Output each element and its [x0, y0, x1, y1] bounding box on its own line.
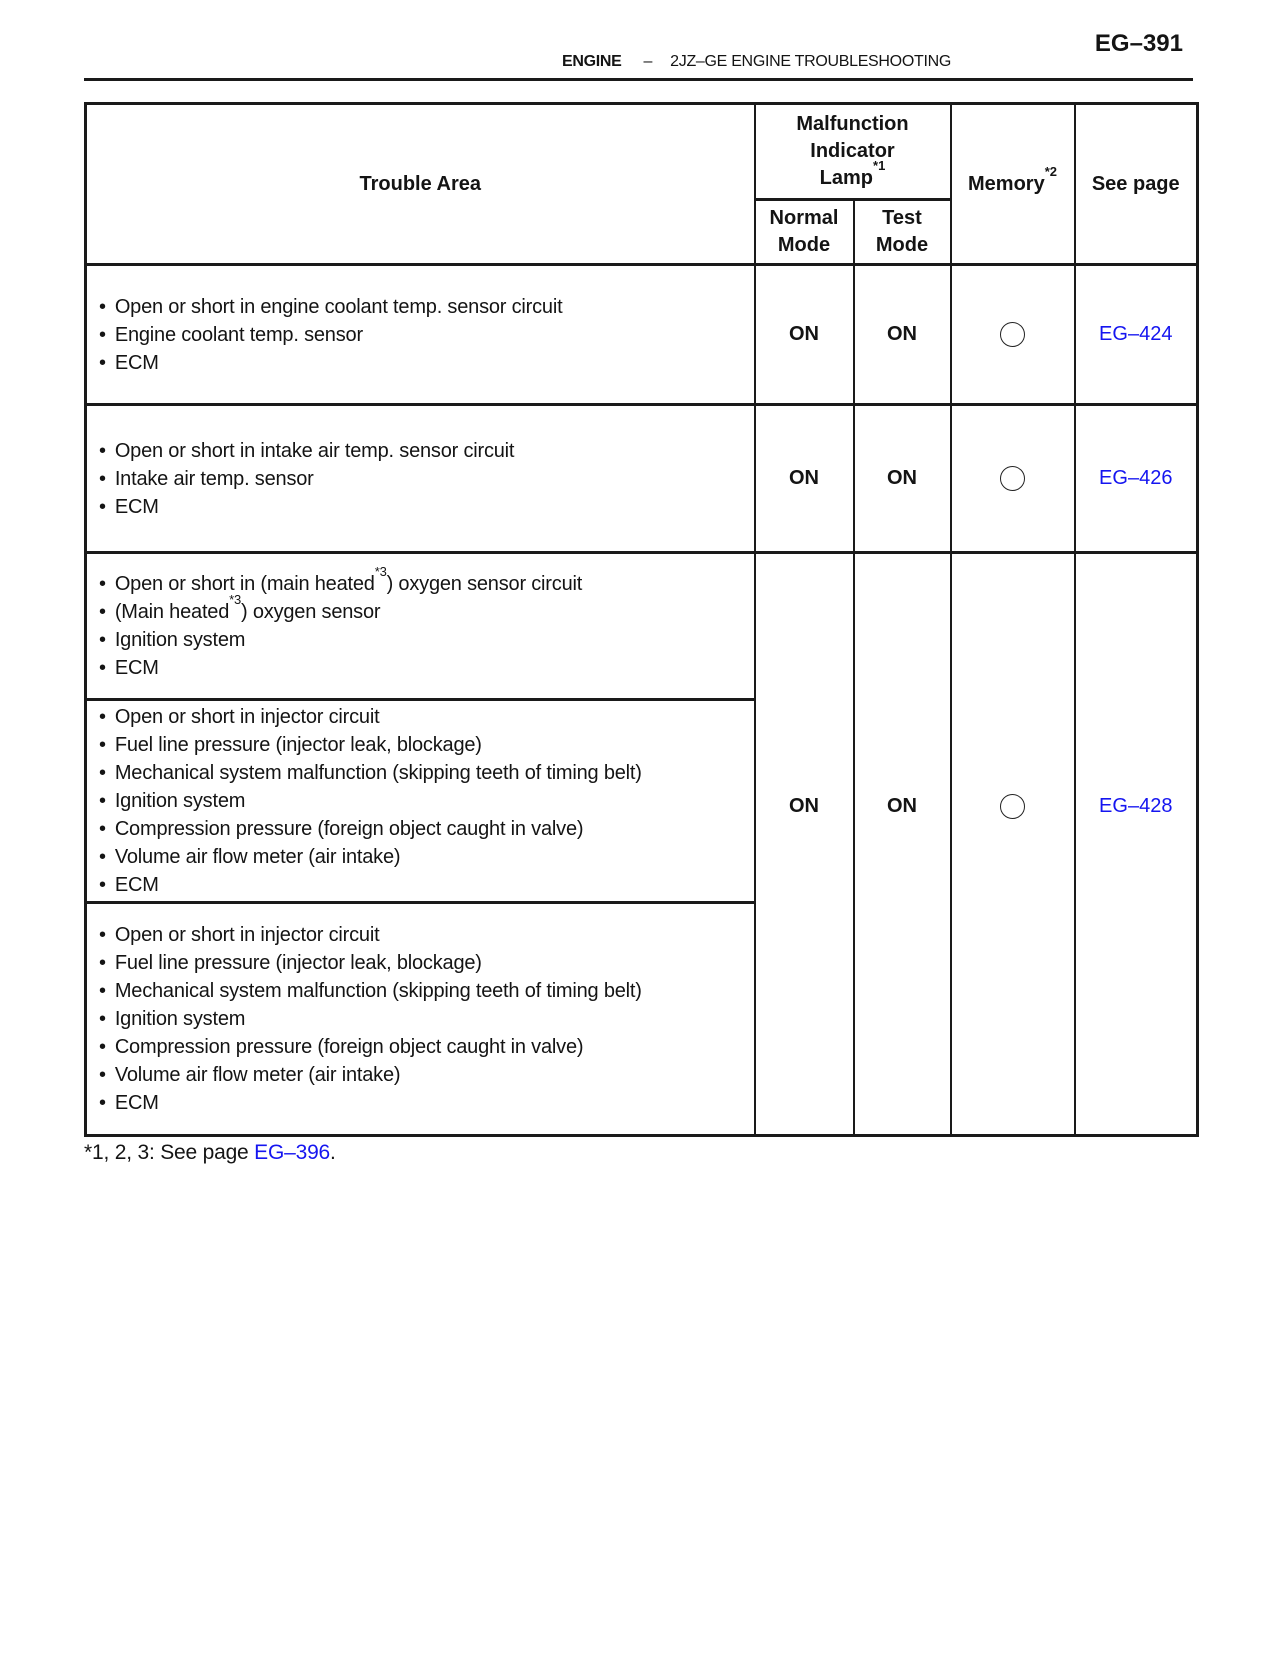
trouble-area-cell — [86, 903, 755, 1136]
trouble-item-text: Open or short in intake air temp. sensor circuit — [114, 439, 515, 462]
bullet-icon: • — [99, 295, 106, 318]
bullet-icon: • — [99, 467, 106, 490]
trouble-item — [99, 759, 746, 787]
trouble-item-text: Volume air flow meter (air intake) — [114, 846, 401, 868]
footnote — [84, 1141, 336, 1165]
trouble-item — [99, 465, 746, 493]
memory-circle-icon — [1000, 794, 1025, 819]
mil-footnote-marker: *1 — [873, 158, 886, 174]
memory-circle-icon — [1000, 322, 1025, 347]
page-number: EG–391 — [1094, 30, 1183, 57]
trouble-item-text: ECM — [114, 351, 159, 374]
test-mode-cell — [854, 553, 951, 1136]
column-header-see-page: See page — [1075, 104, 1198, 265]
table-row — [86, 405, 1198, 553]
bullet-icon: • — [99, 573, 106, 595]
bullet-icon: • — [99, 351, 106, 374]
bullet-icon: • — [99, 734, 106, 756]
trouble-item — [99, 626, 746, 654]
normal-mode-value: ON — [789, 323, 819, 345]
trouble-item-text: Compression pressure (foreign object caught in valve) — [114, 818, 584, 840]
normal-mode-value: ON — [789, 467, 819, 489]
trouble-item — [99, 871, 746, 899]
bullet-icon: • — [99, 1064, 106, 1086]
trouble-item — [99, 815, 746, 843]
see-page-link[interactable]: EG–424 — [1099, 323, 1173, 345]
troubleshooting-table — [84, 102, 1199, 1137]
trouble-area-cell — [86, 553, 755, 700]
trouble-item-text: Ignition system — [114, 629, 246, 651]
trouble-item — [99, 493, 746, 521]
memory-footnote-marker: *2 — [1044, 163, 1057, 179]
see-page-cell — [1075, 405, 1198, 553]
bullet-icon: • — [99, 495, 106, 518]
see-page-link[interactable]: EG–426 — [1099, 467, 1173, 489]
trouble-item — [99, 1061, 746, 1089]
bullet-icon: • — [99, 706, 106, 728]
trouble-item-text: Mechanical system malfunction (skipping teeth of timing belt) — [114, 762, 642, 784]
trouble-item-text: Mechanical system malfunction (skipping teeth of timing belt) — [114, 980, 642, 1002]
trouble-item-text: Open or short in (main heated$^{*3}$) oxygen sensor circuit — [114, 564, 583, 595]
trouble-item — [99, 1033, 746, 1061]
running-header-section: ENGINE — [562, 53, 622, 70]
trouble-item — [99, 349, 746, 377]
trouble-item-text: ECM — [114, 495, 159, 518]
bullet-icon: • — [99, 952, 106, 974]
bullet-icon: • — [99, 1092, 106, 1114]
normal-mode-cell — [755, 553, 854, 1136]
trouble-item-text: Volume air flow meter (air intake) — [114, 1064, 401, 1086]
trouble-area-cell — [86, 405, 755, 553]
trouble-item — [99, 787, 746, 815]
header-row-top — [86, 104, 1198, 200]
item-footnote-marker: *3 — [229, 592, 242, 608]
running-header-dash: – — [643, 53, 653, 70]
mil-header-line: Malfunction — [796, 113, 909, 135]
bullet-icon: • — [99, 601, 106, 623]
mil-header-line: Indicator — [810, 140, 895, 162]
see-page-link[interactable]: EG–428 — [1099, 794, 1173, 817]
trouble-area-cell — [86, 700, 755, 903]
trouble-item-text: ECM — [114, 657, 159, 679]
trouble-item — [99, 977, 746, 1005]
bullet-icon: • — [99, 924, 106, 946]
column-header-normal-mode: Normal Mode — [755, 200, 854, 265]
bullet-icon: • — [99, 1036, 106, 1058]
running-header-subsection: 2JZ–GE ENGINE TROUBLESHOOTING — [670, 53, 951, 70]
column-header-test-mode: Test Mode — [854, 200, 951, 265]
bullet-icon: • — [99, 629, 106, 651]
test-mode-cell — [854, 405, 951, 553]
trouble-item-text: (Main heated$^{*3}$) oxygen sensor — [114, 592, 381, 623]
item-footnote-marker: *3 — [374, 564, 387, 580]
see-page-cell — [1075, 265, 1198, 405]
footnote-period: . — [330, 1141, 336, 1164]
mil-header-line: Lamp$^{*1}$ — [819, 158, 886, 189]
bullet-icon: • — [99, 980, 106, 1002]
header-rule — [84, 78, 1193, 81]
memory-cell — [951, 553, 1075, 1136]
running-header — [562, 53, 951, 71]
normal-mode-cell — [755, 405, 854, 553]
trouble-item-text: ECM — [114, 1092, 159, 1114]
trouble-item — [99, 321, 746, 349]
trouble-item-text: Compression pressure (foreign object caught in valve) — [114, 1036, 584, 1058]
test-mode-value: ON — [887, 794, 917, 817]
memory-circle-icon — [1000, 466, 1025, 491]
bullet-icon: • — [99, 762, 106, 784]
trouble-item — [99, 1005, 746, 1033]
bullet-icon: • — [99, 1008, 106, 1030]
table-row — [86, 265, 1198, 405]
trouble-item — [99, 703, 746, 731]
trouble-item — [99, 564, 746, 598]
bullet-icon: • — [99, 818, 106, 840]
see-page-cell — [1075, 553, 1198, 1136]
test-mode-cell — [854, 265, 951, 405]
test-mode-value: ON — [887, 323, 917, 345]
bullet-icon: • — [99, 846, 106, 868]
trouble-item-text: Ignition system — [114, 1008, 246, 1030]
memory-cell — [951, 265, 1075, 405]
trouble-item — [99, 731, 746, 759]
trouble-item-text: Fuel line pressure (injector leak, blockage) — [114, 734, 482, 756]
trouble-item-text: Intake air temp. sensor — [114, 467, 314, 490]
footnote-page-link[interactable]: EG–396 — [254, 1141, 331, 1164]
column-header-trouble-area: Trouble Area — [86, 104, 755, 265]
trouble-item-text: Fuel line pressure (injector leak, blockage) — [114, 952, 482, 974]
trouble-item — [99, 437, 746, 465]
memory-cell — [951, 405, 1075, 553]
table-row — [86, 553, 1198, 700]
test-mode-value: ON — [887, 467, 917, 489]
footnote-text: *1, 2, 3: See page — [84, 1141, 255, 1164]
bullet-icon: • — [99, 323, 106, 346]
trouble-item — [99, 949, 746, 977]
normal-mode-cell — [755, 265, 854, 405]
trouble-item-text: Open or short in engine coolant temp. sensor circuit — [114, 295, 563, 318]
bullet-icon: • — [99, 790, 106, 812]
column-header-malfunction-indicator-lamp — [755, 104, 951, 200]
bullet-icon: • — [99, 657, 106, 679]
trouble-item — [99, 921, 746, 949]
trouble-item-text: Engine coolant temp. sensor — [114, 323, 363, 346]
bullet-icon: • — [99, 874, 106, 896]
trouble-item — [99, 843, 746, 871]
trouble-item-text: Open or short in injector circuit — [114, 924, 380, 946]
trouble-item — [99, 654, 746, 682]
bullet-icon: • — [99, 439, 106, 462]
column-header-memory: Memory$^{*2}$ — [951, 104, 1075, 265]
trouble-item — [99, 592, 746, 626]
trouble-item-text: ECM — [114, 874, 159, 896]
trouble-item-text: Open or short in injector circuit — [114, 706, 380, 728]
trouble-area-cell — [86, 265, 755, 405]
trouble-item-text: Ignition system — [114, 790, 246, 812]
trouble-item — [99, 1089, 746, 1117]
normal-mode-value: ON — [789, 794, 819, 817]
trouble-item — [99, 293, 746, 321]
